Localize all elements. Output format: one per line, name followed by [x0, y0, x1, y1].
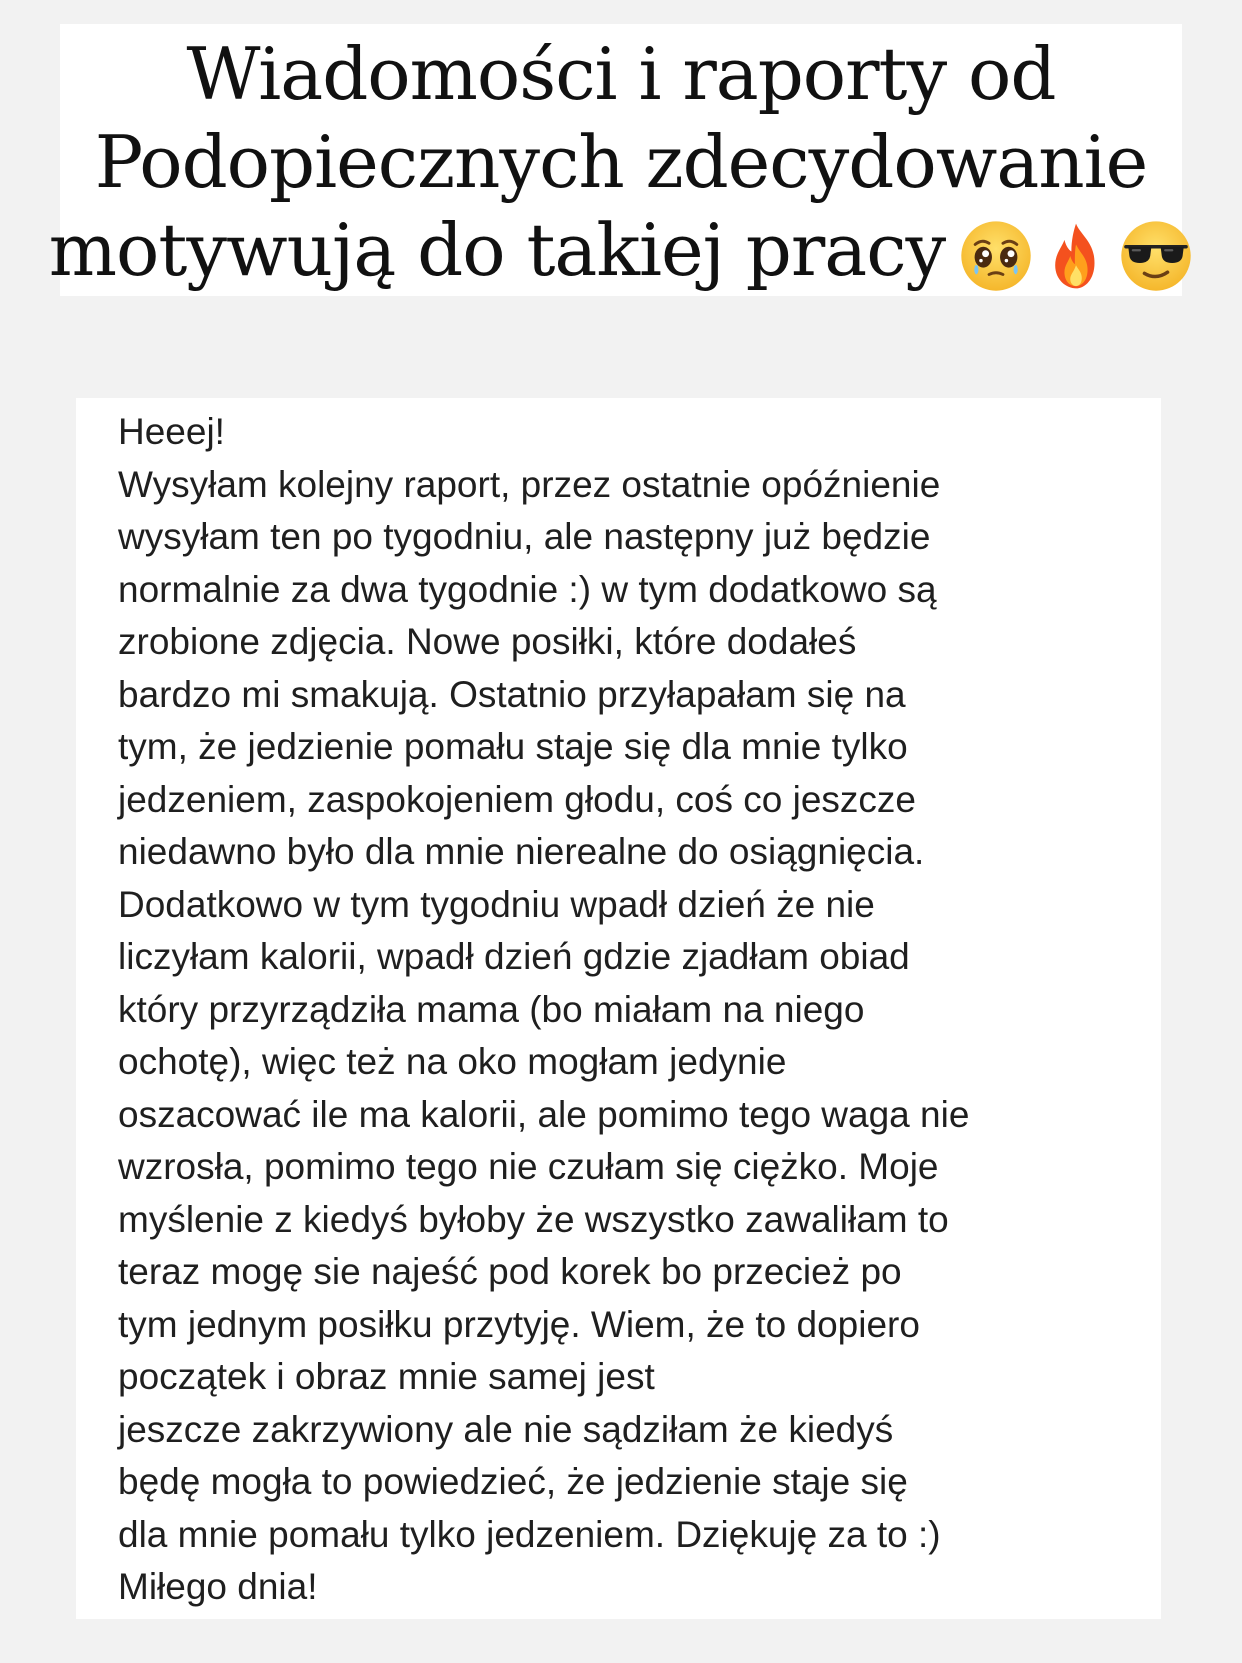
fire-icon — [1039, 219, 1113, 293]
message-line: początek i obraz mnie samej jest — [118, 1356, 655, 1397]
message-card — [76, 398, 1161, 1619]
title-line-3 — [49, 206, 1193, 294]
message-line: niedawno było dla mnie nierealne do osiągnięcia. — [118, 831, 925, 872]
sunglasses-face-icon — [1119, 219, 1193, 293]
title-line-1: Wiadomości i raporty od — [186, 32, 1056, 116]
message-line: Heeej! — [118, 411, 225, 452]
message-line: dla mnie pomału tylko jedzeniem. Dziękuję za to :) — [118, 1513, 941, 1555]
message-line: Dodatkowo w tym tygodniu wpadł dzień że nie — [118, 883, 875, 925]
title-card — [48, 24, 1182, 296]
message-line: jedzeniem, zaspokojeniem głodu, coś co jeszcze — [118, 778, 916, 820]
message-line: jeszcze zakrzywiony ale nie sądziłam że kiedyś — [118, 1408, 894, 1450]
message-line: teraz mogę sie najeść pod korek bo przecież po — [118, 1251, 902, 1292]
message-line: wysyłam ten po tygodniu, ale następny już będzie — [118, 516, 931, 557]
message-line: będę mogła to powiedzieć, że jedzienie staje się — [118, 1461, 908, 1502]
message-line: oszacować ile ma kalorii, ale pomimo tego waga nie — [118, 1093, 970, 1135]
message-line: liczyłam kalorii, wpadł dzień gdzie zjadłam obiad — [118, 936, 910, 977]
message-line: myślenie z kiedyś byłoby że wszystko zawaliłam to — [118, 1198, 949, 1240]
message-line: ochotę), więc też na oko mogłam jedynie — [118, 1041, 787, 1082]
message-line: wzrosła, pomimo tego nie czułam się ciężko. Moje — [118, 1146, 939, 1187]
teary-eyes-emoji-icon — [959, 219, 1033, 293]
message-line: Wysyłam kolejny raport, przez ostatnie opóźnienie — [118, 463, 941, 505]
message-line: normalnie za dwa tygodnie :) w tym dodatkowo są — [118, 568, 937, 610]
title-line-3-text: motywują do takiej pracy — [48, 208, 946, 292]
message-line: tym, że jedzienie pomału staje się dla mnie tylko — [118, 726, 908, 767]
emoji-row — [959, 219, 1193, 293]
message-line: bardzo mi smakują. Ostatnio przyłapałam się na — [118, 673, 906, 715]
message-line: zrobione zdjęcia. Nowe posiłki, które dodałeś — [118, 621, 857, 662]
message-line: Miłego dnia! — [118, 1566, 318, 1607]
message-line: tym jednym posiłku przytyję. Wiem, że to dopiero — [118, 1303, 920, 1345]
message-line: który przyrządziła mama (bo miałam na niego — [118, 988, 865, 1030]
title-line-2: Podopiecznych zdecydowanie — [94, 120, 1148, 204]
